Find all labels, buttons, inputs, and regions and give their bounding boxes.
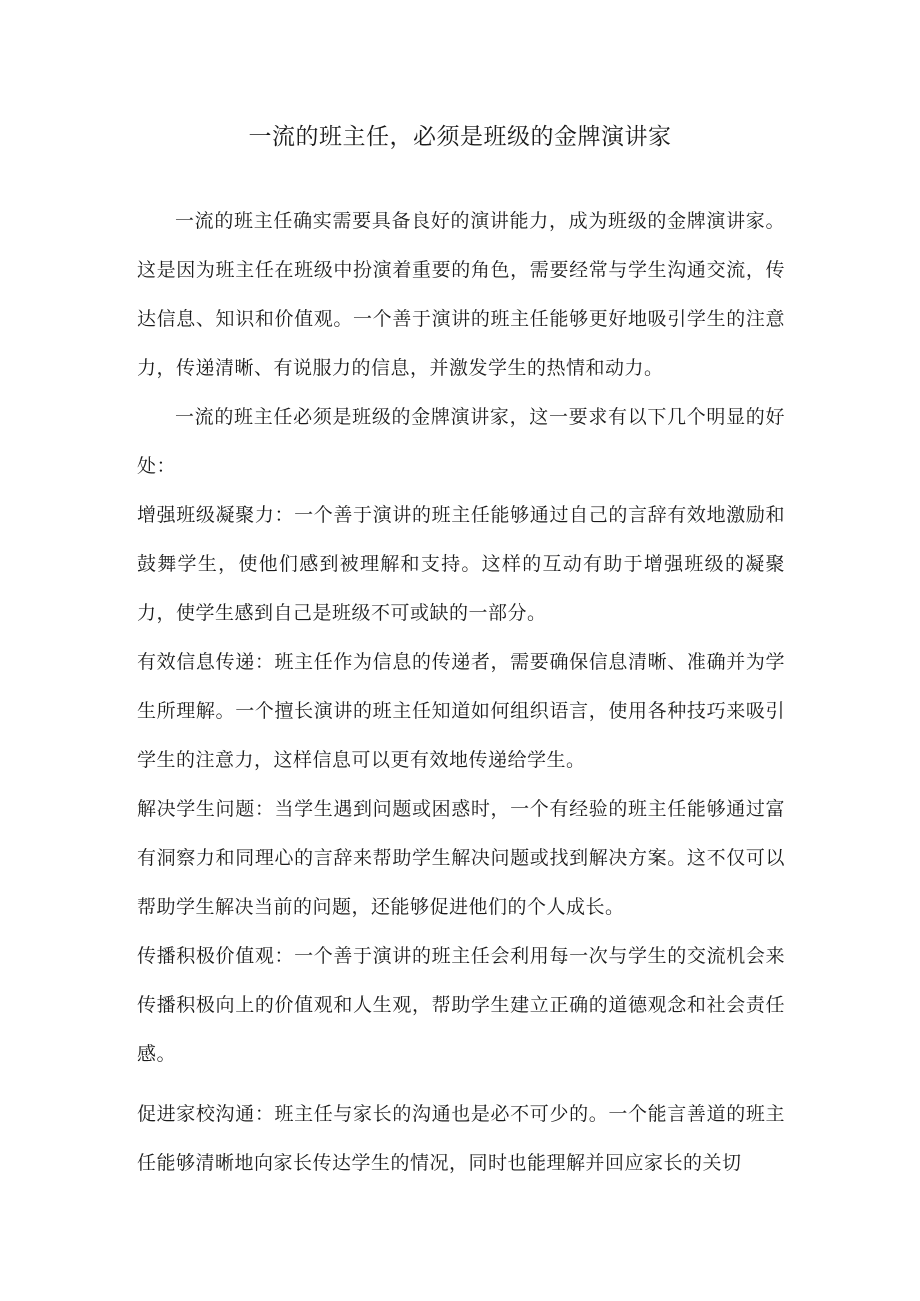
paragraph-values: 传播积极价值观：一个善于演讲的班主任会利用每一次与学生的交流机会来传播积极向上的价值观和人生观，帮助学生建立正确的道德观念和社会责任感。 (137, 945, 785, 1065)
paragraph-problem-solving: 解决学生问题：当学生遇到问题或困惑时，一个有经验的班主任能够通过富有洞察力和同理心的言辞来帮助学生解决问题或找到解决方案。这不仅可以帮助学生解决当前的问题，还能够促进他们的个人成长。 (137, 798, 785, 918)
paragraph-information: 有效信息传递：班主任作为信息的传递者，需要确保信息清晰、准确并为学生所理解。一个擅长演讲的班主任知道如何组织语言，使用各种技巧来吸引学生的注意力，这样信息可以更有效地传递给学生。 (137, 651, 785, 771)
document-body (137, 197, 785, 1188)
paragraph-cohesion: 增强班级凝聚力：一个善于演讲的班主任能够通过自己的言辞有效地激励和鼓舞学生，使他们感到被理解和支持。这样的互动有助于增强班级的凝聚力，使学生感到自己是班级不可或缺的一部分。 (137, 504, 785, 624)
paragraph-intro: 一流的班主任确实需要具备良好的演讲能力，成为班级的金牌演讲家。这是因为班主任在班级中扮演着重要的角色，需要经常与学生沟通交流，传达信息、知识和价值观。一个善于演讲的班主任能够更好地吸引学生的注意力，传递清晰、有说服力的信息，并激发学生的热情和动力。 (137, 210, 785, 379)
paragraph-benefits-lead: 一流的班主任必须是班级的金牌演讲家，这一要求有以下几个明显的好处： (137, 406, 785, 477)
document-title: 一流的班主任，必须是班级的金牌演讲家 (248, 124, 672, 150)
paragraph-home-school: 促进家校沟通：班主任与家长的沟通也是必不可少的。一个能言善道的班主任能够清晰地向家长传达学生的情况，同时也能理解并回应家长的关切 (137, 1103, 785, 1174)
